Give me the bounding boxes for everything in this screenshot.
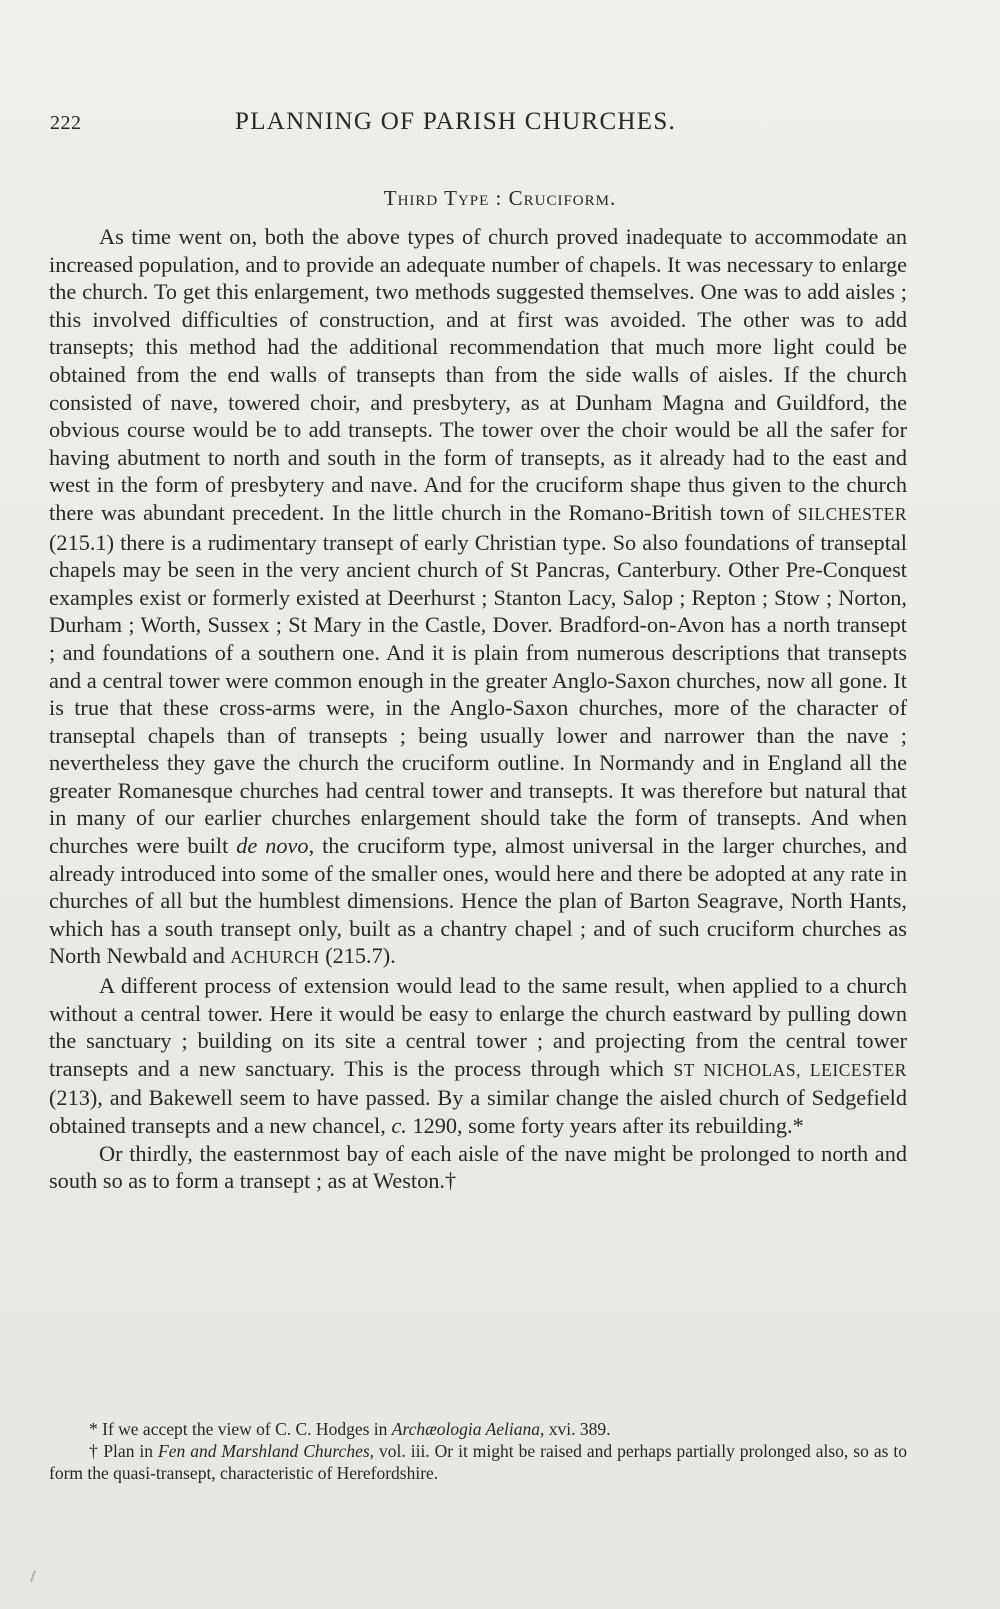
running-title: PLANNING OF PARISH CHURCHES. xyxy=(235,108,677,135)
place-silchester: SILCHESTER xyxy=(797,504,908,524)
place-achurch: ACHURCH xyxy=(230,948,320,968)
page-header xyxy=(50,108,910,148)
footnote-1-text-b: , xvi. 389. xyxy=(540,1419,611,1439)
footnote-1-text-a: * If we accept the view of C. C. Hodges in xyxy=(89,1419,388,1439)
footnote-2-book-title: Fen and Marshland Churches xyxy=(158,1441,370,1461)
footnote-2-text-a: † Plan in xyxy=(89,1441,154,1461)
paragraph-1-text-d: (215.7). xyxy=(325,943,396,969)
paragraph-1-text-a: As time went on, both the above types of church proved inadequate to accommodate an increased population, and to provide an adequate number of chapels. It was necessary to enlarge the church. To get this enlargement, two methods suggested themselves. One was to add aisles ; this involved difficulties of construction, and at first was avoided. The other was to add transepts; this method had the additional recommendation that much more light could be obtained from the end walls of transepts than from the side walls of aisles. If the church consisted of nave, towered choir, and presbytery, as at Dunham Magna and Guildford, the obvious course would be to add transepts. The tower over the choir would be all the safer for having abutment to north and south in the form of transepts, as it already had to the east and west in the form of presbytery and nave. And for the cruciform shape thus given to the church there was abundant precedent. In the little church in the Romano-British town of xyxy=(49,224,907,525)
paragraph-3 xyxy=(49,1140,907,1195)
paragraph-1 xyxy=(49,223,907,972)
italic-de-novo: de novo xyxy=(236,833,309,859)
footnote-1-journal: Archæologia Aeliana xyxy=(391,1419,541,1439)
paragraph-1-text-c: , the cruciform type, almost universal in the larger churches, and already introduced into some of the smaller ones, would here and there be adopted at any rate in churches of all but the humblest dimensions. Hence the plan of Barton Seagrave, North Hants, which has a south transept only, built as a chantry chapel ; and of such cruciform churches as North Newbald and xyxy=(49,833,907,969)
paragraph-3-text: Or thirdly, the easternmost bay of each aisle of the nave might be prolonged to north and south so as to form a transept ; as at Weston.† xyxy=(49,1140,907,1194)
paragraph-1-text-b: (215.1) there is a rudimentary transept of early Christian type. So also foundations of transeptal chapels may be seen in the very ancient church of St Pancras, Canterbury. Other Pre-Conquest examples exist or formerly existed at Deerhurst ; Stanton Lacy, Salop ; Repton ; Stow ; Norton, Durham ; Worth, Sussex ; St Mary in the Castle, Dover. Bradford-on-Avon has a north transept ; and foundations of a southern one. And it is plain from numerous descriptions that transepts and a central tower were common enough in the greater Anglo-Saxon churches, now all gone. It is true that these cross-arms were, in the Anglo-Saxon churches, more of the character of transeptal chapels than of transepts ; being usually lower and narrower than the nave ; nevertheless they gave the church the cruciform outline. In Normandy and in England all the greater Romanesque churches had central tower and transepts. It was therefore but natural that in many of our earlier churches enlargement should take the form of transepts. And when churches were built xyxy=(49,529,907,859)
paragraph-2-text-a: A different process of extension would lead to the same result, when applied to a church without a central tower. Here it would be easy to enlarge the church eastward by pulling down the sanctuary ; building on its site a central tower ; and projecting from the central tower transepts and a new sanctuary. This is the process through which xyxy=(49,973,907,1081)
paragraph-2 xyxy=(49,972,907,1140)
footnote-2 xyxy=(49,1440,907,1484)
paragraph-2-text-b: (213), and Bakewell seem to have passed. By a similar change the aisled church of Sedgefield obtained transepts and a new chancel, xyxy=(49,1085,907,1138)
footnote-2-text-b: , vol. iii. Or it might be raised and perhaps partially prolonged also, so as to form the quasi-transept, characteristic of Herefordshire. xyxy=(49,1441,907,1483)
italic-circa: c. xyxy=(391,1113,407,1138)
footnote-1 xyxy=(49,1418,907,1440)
section-title: Third Type : Cruciform. xyxy=(383,186,617,210)
body-text xyxy=(49,223,907,1195)
paper-speck xyxy=(30,1570,36,1582)
place-st-nicholas-leicester: ST NICHOLAS, LEICESTER xyxy=(673,1060,907,1080)
footnotes xyxy=(49,1418,907,1484)
page-number: 222 xyxy=(50,112,82,134)
paragraph-2-text-c: 1290, some forty years after its rebuilding.* xyxy=(412,1113,804,1138)
